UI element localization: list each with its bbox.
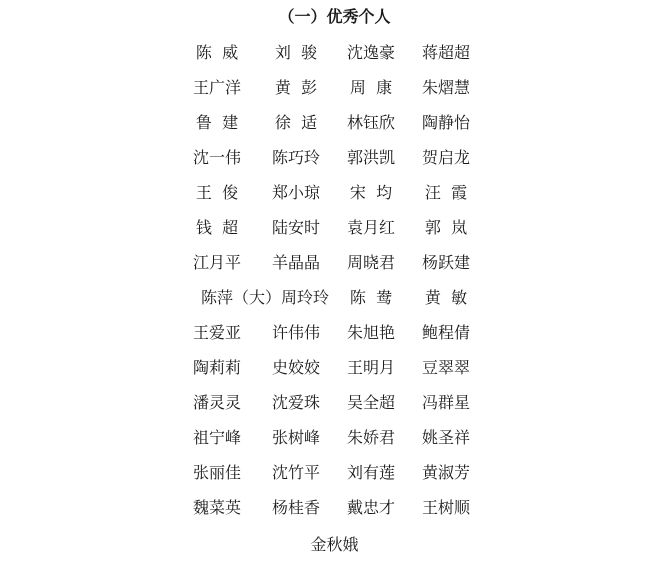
name-cell: 郭洪凯 xyxy=(346,148,395,167)
name-cell: 林钰欣 xyxy=(346,113,395,132)
name-cell: 郑小琼 xyxy=(271,183,320,202)
name-cell: 沈爱珠 xyxy=(271,393,320,412)
name-cell: 杨跃建 xyxy=(421,253,470,272)
name-cell: 戴忠才 xyxy=(346,498,395,517)
name-cell: 杨桂香 xyxy=(271,498,320,517)
name-cell: 祖宁峰 xyxy=(192,428,241,447)
name-cell: 徐 适 xyxy=(274,113,318,132)
name-row xyxy=(0,182,669,217)
name-cell: 朱熠慧 xyxy=(421,78,470,97)
name-cell: 郭 岚 xyxy=(424,218,468,237)
name-cell: 朱娇君 xyxy=(346,428,395,447)
name-row xyxy=(0,322,669,357)
name-cell: 宋 均 xyxy=(349,183,393,202)
name-row xyxy=(0,42,669,77)
name-cell: 鲍程倩 xyxy=(421,323,470,342)
name-row xyxy=(0,462,669,497)
name-cell: 刘 骏 xyxy=(274,43,318,62)
name-cell: 陈巧玲 xyxy=(271,148,320,167)
name-row xyxy=(0,357,669,392)
name-cell: 陆安时 xyxy=(271,218,320,237)
name-cell: 冯群星 xyxy=(421,393,470,412)
name-cell: 沈逸豪 xyxy=(346,43,395,62)
name-cell: 陈 鸯 xyxy=(349,288,393,307)
name-cell: 王树顺 xyxy=(421,498,470,517)
name-cell: 钱 超 xyxy=(195,218,239,237)
name-row xyxy=(0,112,669,147)
name-cell: 王 俊 xyxy=(195,183,239,202)
name-row xyxy=(0,392,669,427)
name-cell-wide: 陈萍（大）周玲玲 xyxy=(200,288,329,307)
name-cell: 王明月 xyxy=(346,358,395,377)
name-cell: 许伟伟 xyxy=(271,323,320,342)
name-cell: 张树峰 xyxy=(271,428,320,447)
name-cell: 沈竹平 xyxy=(271,463,320,482)
name-cell: 潘灵灵 xyxy=(192,393,241,412)
name-cell: 江月平 xyxy=(192,253,241,272)
name-cell: 袁月红 xyxy=(346,218,395,237)
name-row xyxy=(0,217,669,252)
name-cell: 张丽佳 xyxy=(192,463,241,482)
name-cell: 陈 威 xyxy=(195,43,239,62)
name-row xyxy=(0,497,669,532)
name-cell: 汪 霞 xyxy=(424,183,468,202)
name-cell: 黄 彭 xyxy=(274,78,318,97)
name-cell: 王广洋 xyxy=(192,78,241,97)
section-heading: （一）优秀个人 xyxy=(278,7,391,26)
name-cell: 王爱亚 xyxy=(192,323,241,342)
name-cell: 陶莉莉 xyxy=(192,358,241,377)
name-row xyxy=(0,427,669,462)
name-cell: 魏菜英 xyxy=(192,498,241,517)
name-cell: 豆翠翠 xyxy=(421,358,470,377)
name-row xyxy=(0,287,669,322)
name-cell: 黄淑芳 xyxy=(421,463,470,482)
name-cell: 沈一伟 xyxy=(192,148,241,167)
name-cell: 周晓君 xyxy=(346,253,395,272)
name-row-last xyxy=(0,532,669,567)
name-row xyxy=(0,77,669,112)
name-cell: 刘有莲 xyxy=(346,463,395,482)
name-cell: 蒋超超 xyxy=(421,43,470,62)
name-cell: 黄 敏 xyxy=(424,288,468,307)
name-cell: 姚圣祥 xyxy=(421,428,470,447)
name-cell: 周 康 xyxy=(349,78,393,97)
name-cell: 鲁 建 xyxy=(195,113,239,132)
name-cell: 吴全超 xyxy=(346,393,395,412)
name-cell: 史姣姣 xyxy=(271,358,320,377)
name-cell: 金秋娥 xyxy=(310,535,359,554)
name-cell: 贺启龙 xyxy=(421,148,470,167)
name-cell: 陶静怡 xyxy=(421,113,470,132)
name-cell: 朱旭艳 xyxy=(346,323,395,342)
name-list xyxy=(0,42,669,567)
name-row xyxy=(0,252,669,287)
name-cell: 羊晶晶 xyxy=(271,253,320,272)
name-row xyxy=(0,147,669,182)
